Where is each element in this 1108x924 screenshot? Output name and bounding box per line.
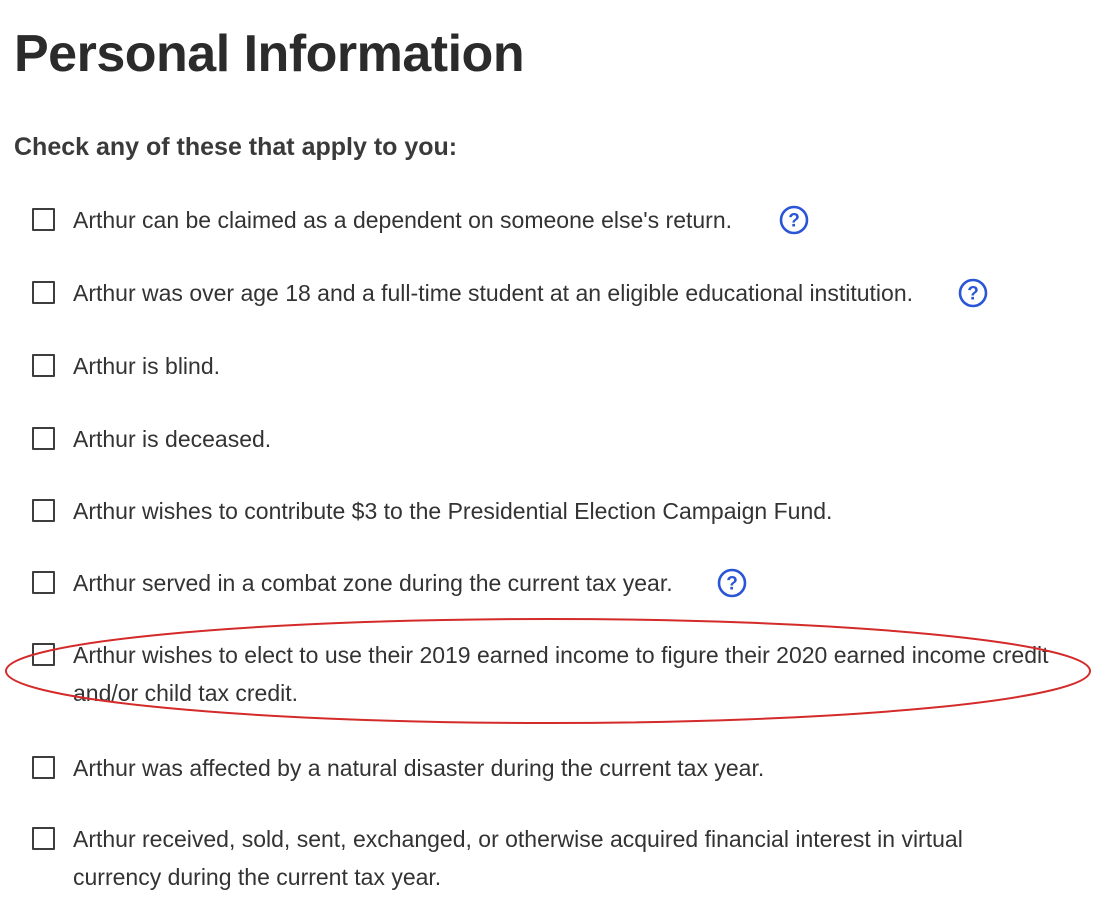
option-label-deceased: Arthur is deceased.	[73, 426, 272, 452]
help-question-icon[interactable]	[779, 205, 809, 235]
help-question-icon[interactable]	[717, 568, 747, 598]
option-label-virtual-currency: Arthur received, sold, sent, exchanged, or otherwise acquired financial interest in virtual currency during the current tax year.	[73, 826, 963, 890]
option-label-full-time-student: Arthur was over age 18 and a full-time student at an eligible educational institution.	[73, 280, 914, 306]
help-question-icon[interactable]	[958, 278, 988, 308]
option-label-dependent: Arthur can be claimed as a dependent on someone else's return.	[73, 207, 733, 233]
option-dependent[interactable]	[32, 203, 809, 239]
option-earned-income-election[interactable]	[32, 638, 1077, 712]
option-natural-disaster[interactable]	[32, 751, 764, 787]
option-label-natural-disaster: Arthur was affected by a natural disaster during the current tax year.	[73, 755, 765, 781]
option-election-campaign-fund[interactable]	[32, 494, 832, 530]
option-label-blind: Arthur is blind.	[73, 353, 221, 379]
checkbox-combat-zone[interactable]	[32, 571, 55, 594]
checkbox-dependent[interactable]	[32, 208, 55, 231]
svg-text:?: ?	[787, 210, 800, 232]
page-title: Personal Information	[14, 25, 525, 83]
option-label-earned-income-election: Arthur wishes to elect to use their 2019 earned income to figure their 2020 earned income credit and/or child tax credit.	[73, 642, 1049, 706]
checkbox-earned-income-election[interactable]	[32, 643, 55, 666]
option-label-combat-zone: Arthur served in a combat zone during the current tax year.	[73, 570, 673, 596]
option-virtual-currency[interactable]	[32, 822, 1042, 896]
section-subheading: Check any of these that apply to you:	[14, 133, 458, 161]
option-deceased[interactable]	[32, 422, 271, 458]
option-full-time-student[interactable]	[32, 276, 988, 312]
option-combat-zone[interactable]	[32, 566, 747, 602]
checkbox-natural-disaster[interactable]	[32, 756, 55, 779]
svg-text:?: ?	[966, 283, 979, 305]
checkbox-election-campaign-fund[interactable]	[32, 499, 55, 522]
checkbox-virtual-currency[interactable]	[32, 827, 55, 850]
checkbox-full-time-student[interactable]	[32, 281, 55, 304]
svg-text:?: ?	[726, 573, 739, 595]
option-label-election-campaign-fund: Arthur wishes to contribute $3 to the Presidential Election Campaign Fund.	[73, 498, 833, 524]
checkbox-blind[interactable]	[32, 354, 55, 377]
option-blind[interactable]	[32, 349, 220, 385]
checkbox-deceased[interactable]	[32, 427, 55, 450]
